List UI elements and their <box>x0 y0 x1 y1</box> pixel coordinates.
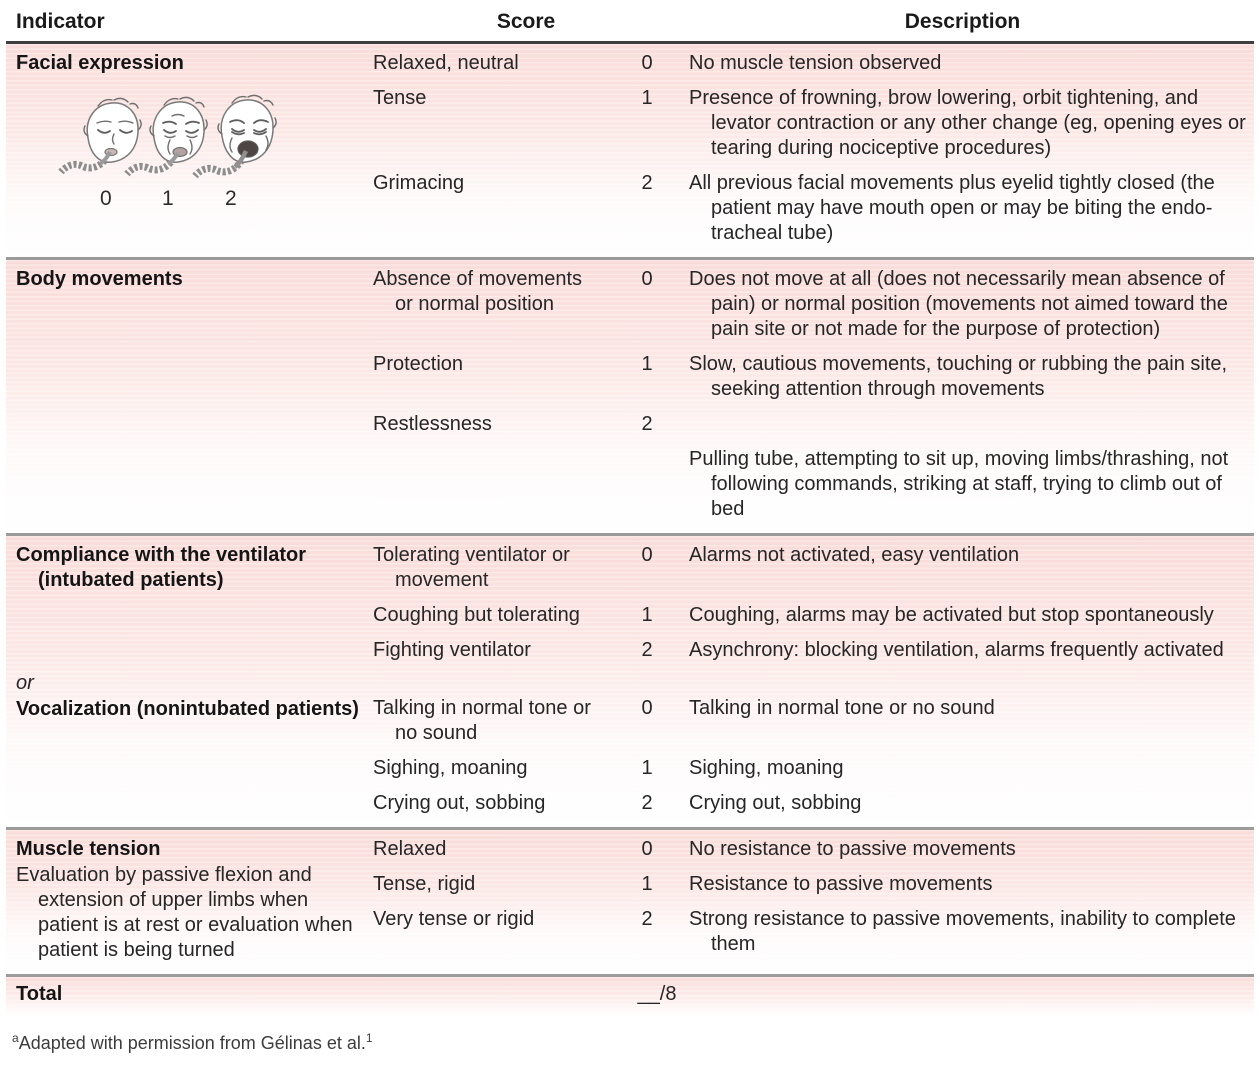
score-value <box>615 447 679 522</box>
total-label: Total <box>16 983 63 1005</box>
table-row <box>373 543 1246 593</box>
score-label: Absence of movements or normal position <box>373 268 582 315</box>
score-value: 2 <box>641 413 653 435</box>
description-cell: Alarms not activated, easy ventilation <box>689 544 1020 566</box>
description-cell: Asynchrony: blocking ventilation, alarms frequently activated <box>689 639 1224 661</box>
description-cell: Slow, cautious movements, touching or rubbing the pain site, seeking attention through movements <box>689 353 1228 400</box>
description-cell: Resistance to passive movements <box>689 873 993 895</box>
indicator-label: Facial expression <box>16 52 184 74</box>
table-row <box>373 86 1246 161</box>
description-cell: Pulling tube, attempting to sit up, moving limbs/thrashing, not following commands, striking at staff, trying to climb out of bed <box>689 448 1229 520</box>
description-cell: Presence of frowning, brow lowering, orbit tightening, and levator contraction or any other change (eg, opening eyes or tearing during nociceptive procedures) <box>689 87 1246 159</box>
score-label: Crying out, sobbing <box>373 792 546 814</box>
indicator-label: Body movements <box>16 268 183 290</box>
score-value: 2 <box>641 908 653 930</box>
score-label: Grimacing <box>373 172 465 194</box>
score-label: Protection <box>373 353 464 375</box>
indicator-label: Muscle tension <box>16 838 161 860</box>
table-row <box>373 837 1246 862</box>
score-value: 2 <box>641 792 653 814</box>
section-compliance-vocalization <box>6 533 1254 827</box>
score-value: 1 <box>641 604 653 626</box>
score-value: 2 <box>641 172 653 194</box>
table-row <box>373 872 1246 897</box>
score-label: Talking in normal tone or no sound <box>373 697 591 744</box>
score-label: Relaxed <box>373 838 447 860</box>
description-cell: No resistance to passive movements <box>689 838 1016 860</box>
pain-faces-figure <box>56 92 338 214</box>
footnote-text: Adapted with permission from Gélinas et al. <box>18 1033 366 1053</box>
description-cell: Strong resistance to passive movements, inability to complete them <box>689 908 1236 955</box>
cpot-table <box>6 0 1254 1016</box>
total-score-blank: __/8 <box>637 983 677 1005</box>
footnote-marker: a <box>12 1031 19 1045</box>
score-label <box>373 447 605 522</box>
score-value: 1 <box>641 873 653 895</box>
table-row <box>373 352 1246 402</box>
description-cell: Does not move at all (does not necessarily mean absence of pain) or normal position (movements not aimed toward the pain site or not made for the purpose of protection) <box>689 268 1228 340</box>
face-label-0: 0 <box>100 187 112 210</box>
column-header-description: Description <box>904 10 1021 33</box>
score-label: Very tense or rigid <box>373 908 535 930</box>
face-label-1: 1 <box>162 187 174 210</box>
score-value: 0 <box>641 268 653 290</box>
table-row <box>373 447 1246 522</box>
description-cell: No muscle tension observed <box>689 52 942 74</box>
score-label: Restlessness <box>373 413 492 435</box>
description-cell: Sighing, moaning <box>689 757 844 779</box>
table-header <box>6 0 1254 44</box>
column-header-score: Score <box>496 10 556 33</box>
table-row <box>373 171 1246 246</box>
score-value: 2 <box>641 639 653 661</box>
description-cell <box>689 412 1246 437</box>
face-label-2: 2 <box>225 187 237 210</box>
score-label: Tense, rigid <box>373 873 476 895</box>
section-body-movements <box>6 257 1254 533</box>
table-row <box>373 267 1246 342</box>
score-value: 0 <box>641 544 653 566</box>
score-value: 1 <box>641 757 653 779</box>
description-cell: Coughing, alarms may be activated but stop spontaneously <box>689 604 1214 626</box>
total-row <box>6 974 1254 1016</box>
table-row <box>373 603 1246 628</box>
table-row <box>373 412 1246 437</box>
table-row <box>373 756 1246 781</box>
footnote <box>12 1032 1254 1054</box>
section-facial-expression <box>6 44 1254 257</box>
table-row <box>373 791 1246 816</box>
table-row <box>373 696 1246 746</box>
or-connector: or <box>16 672 34 694</box>
score-label: Tolerating ventilator or movement <box>373 544 570 591</box>
indicator-label-compliance: Compliance with the ventilator (intubated patients) <box>16 544 307 591</box>
score-value: 0 <box>641 838 653 860</box>
score-label: Relaxed, neutral <box>373 52 519 74</box>
section-muscle-tension <box>6 827 1254 974</box>
score-value: 0 <box>641 52 653 74</box>
score-value: 0 <box>641 697 653 719</box>
column-header-indicator: Indicator <box>16 10 105 33</box>
indicator-note: Evaluation by passive flexion and extension of upper limbs when patient is at rest or evaluation when patient is being turned <box>16 864 353 961</box>
description-cell: Crying out, sobbing <box>689 792 862 814</box>
table-row <box>373 51 1246 76</box>
score-value: 1 <box>641 87 653 109</box>
table-row <box>373 907 1246 957</box>
score-label: Tense <box>373 87 427 109</box>
score-label: Sighing, moaning <box>373 757 528 779</box>
description-cell: All previous facial movements plus eyelid tightly closed (the patient may have mouth open or may be biting the endo-tracheal tube) <box>689 172 1215 244</box>
footnote-reference: 1 <box>365 1031 373 1045</box>
table-row <box>373 638 1246 663</box>
description-cell: Talking in normal tone or no sound <box>689 697 995 719</box>
score-label: Coughing but tolerating <box>373 604 580 626</box>
pain-faces-illustration <box>56 92 338 184</box>
indicator-label-vocalization: Vocalization (nonintubated patients) <box>16 698 359 720</box>
score-value: 1 <box>641 353 653 375</box>
score-label: Fighting ventilator <box>373 639 531 661</box>
